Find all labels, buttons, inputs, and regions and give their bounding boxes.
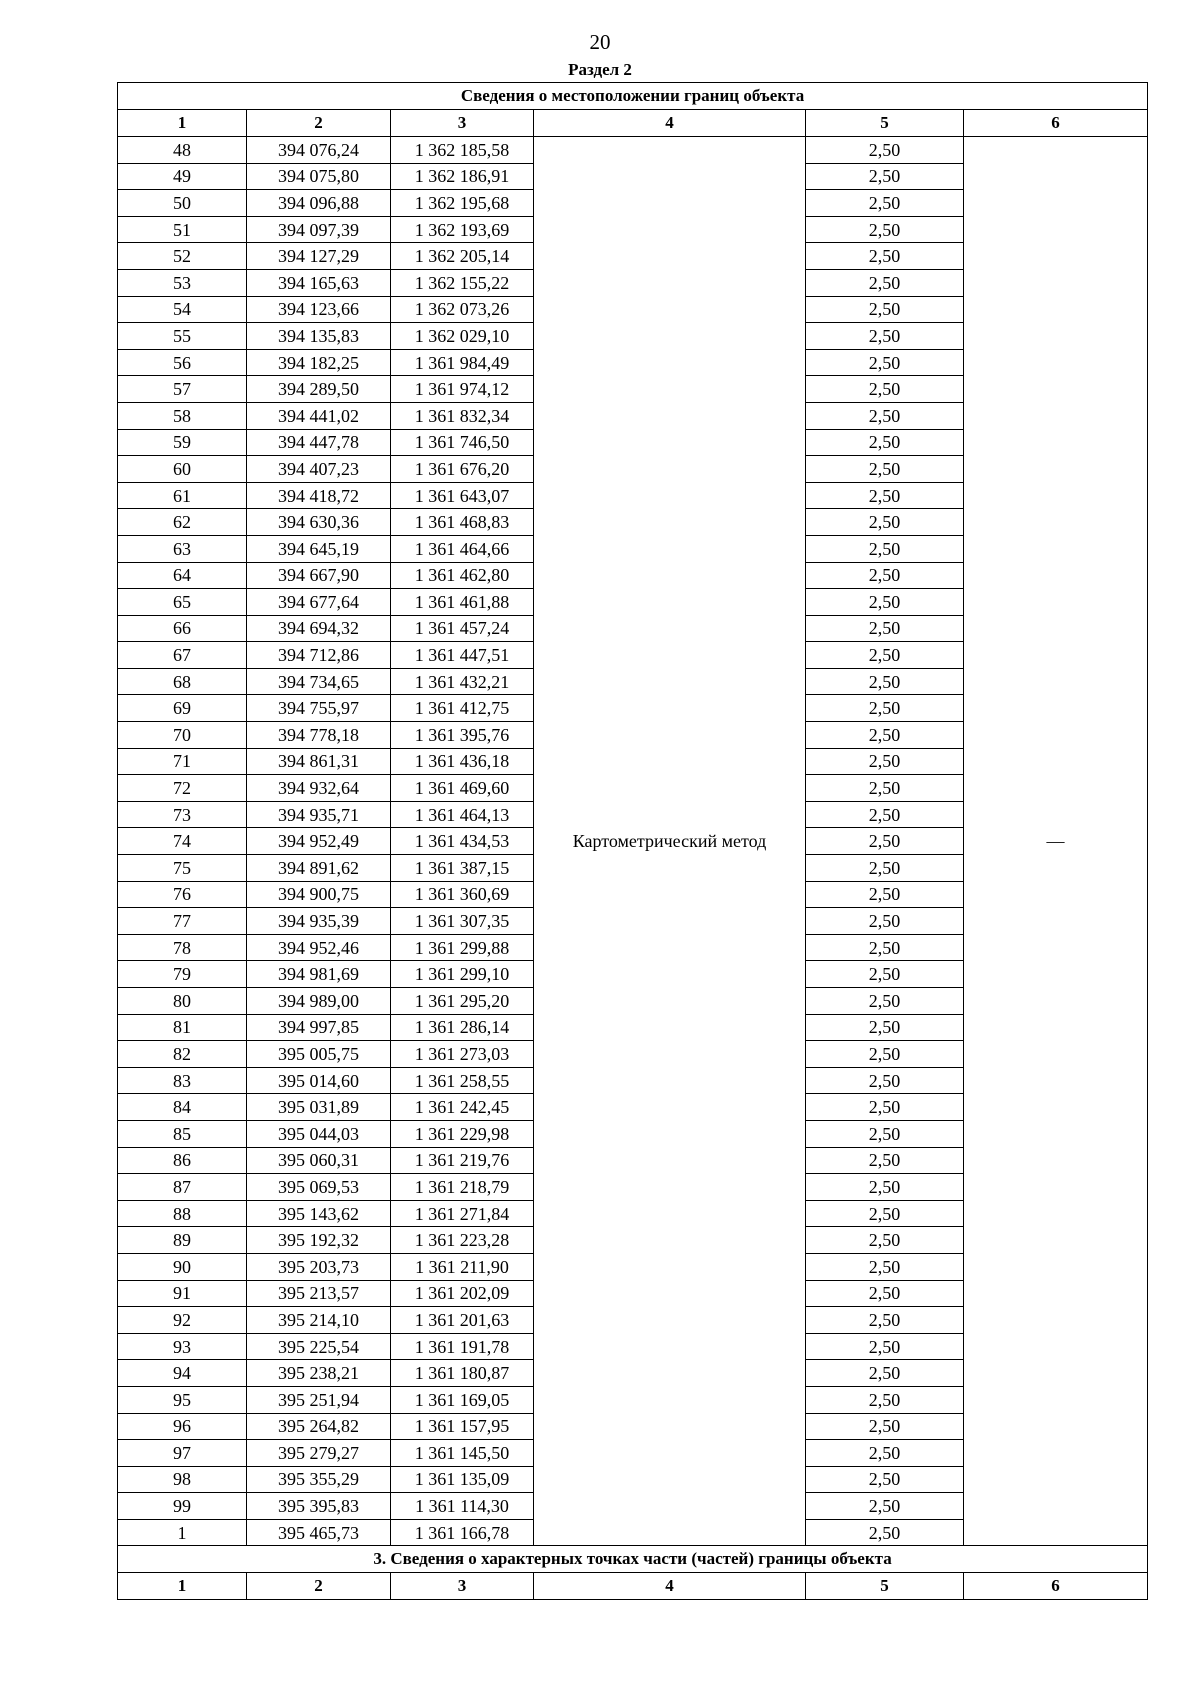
- coordinate-y-cell: 1 361 468,83: [391, 509, 534, 536]
- point-number-cell: 69: [118, 695, 247, 722]
- accuracy-cell: 2,50: [806, 509, 964, 536]
- coordinate-y-cell: 1 361 395,76: [391, 722, 534, 749]
- coordinate-x-cell: 395 005,75: [247, 1041, 391, 1068]
- coordinate-y-cell: 1 361 169,05: [391, 1386, 534, 1413]
- point-number-cell: 97: [118, 1440, 247, 1467]
- coordinate-y-cell: 1 361 201,63: [391, 1307, 534, 1334]
- coordinate-x-cell: 395 214,10: [247, 1307, 391, 1334]
- point-number-cell: 70: [118, 722, 247, 749]
- coordinate-x-cell: 394 182,25: [247, 349, 391, 376]
- accuracy-cell: 2,50: [806, 1413, 964, 1440]
- point-number-cell: 93: [118, 1333, 247, 1360]
- coordinate-y-cell: 1 362 029,10: [391, 323, 534, 350]
- accuracy-cell: 2,50: [806, 1440, 964, 1467]
- point-number-cell: 51: [118, 216, 247, 243]
- point-number-cell: 77: [118, 908, 247, 935]
- point-number-cell: 94: [118, 1360, 247, 1387]
- coordinate-y-cell: 1 361 676,20: [391, 456, 534, 483]
- accuracy-cell: 2,50: [806, 1333, 964, 1360]
- point-number-cell: 61: [118, 482, 247, 509]
- table-title-row: [118, 83, 1148, 110]
- accuracy-cell: 2,50: [806, 482, 964, 509]
- point-number-cell: 71: [118, 748, 247, 775]
- coordinate-x-cell: 394 952,49: [247, 828, 391, 855]
- coordinate-y-cell: 1 361 273,03: [391, 1041, 534, 1068]
- method-cell: Картометрический метод: [534, 137, 806, 1546]
- coordinate-x-cell: 394 935,39: [247, 908, 391, 935]
- accuracy-cell: 2,50: [806, 349, 964, 376]
- accuracy-cell: 2,50: [806, 1014, 964, 1041]
- accuracy-cell: 2,50: [806, 402, 964, 429]
- coordinate-y-cell: 1 361 218,79: [391, 1174, 534, 1201]
- point-number-cell: 62: [118, 509, 247, 536]
- coordinate-y-cell: 1 361 387,15: [391, 855, 534, 882]
- accuracy-cell: 2,50: [806, 722, 964, 749]
- accuracy-cell: 2,50: [806, 1466, 964, 1493]
- accuracy-cell: 2,50: [806, 1280, 964, 1307]
- point-number-cell: 67: [118, 642, 247, 669]
- point-number-cell: 55: [118, 323, 247, 350]
- coordinate-y-cell: 1 361 746,50: [391, 429, 534, 456]
- coordinate-y-cell: 1 361 299,88: [391, 934, 534, 961]
- coordinate-y-cell: 1 361 286,14: [391, 1014, 534, 1041]
- parts-column-header-5: 5: [806, 1573, 964, 1600]
- accuracy-cell: 2,50: [806, 1041, 964, 1068]
- parts-column-header-row: [118, 1573, 1148, 1600]
- coordinate-x-cell: 395 069,53: [247, 1174, 391, 1201]
- coordinate-x-cell: 394 677,64: [247, 589, 391, 616]
- point-number-cell: 74: [118, 828, 247, 855]
- point-number-cell: 59: [118, 429, 247, 456]
- point-number-cell: 63: [118, 535, 247, 562]
- point-number-cell: 73: [118, 801, 247, 828]
- point-number-cell: 99: [118, 1493, 247, 1520]
- point-number-cell: 81: [118, 1014, 247, 1041]
- point-number-cell: 57: [118, 376, 247, 403]
- accuracy-cell: 2,50: [806, 1067, 964, 1094]
- accuracy-cell: 2,50: [806, 1493, 964, 1520]
- point-number-cell: 58: [118, 402, 247, 429]
- coordinate-x-cell: 394 447,78: [247, 429, 391, 456]
- point-number-cell: 83: [118, 1067, 247, 1094]
- coordinate-x-cell: 395 031,89: [247, 1094, 391, 1121]
- point-number-cell: 79: [118, 961, 247, 988]
- accuracy-cell: 2,50: [806, 216, 964, 243]
- column-header-1: 1: [118, 110, 247, 137]
- point-number-cell: 91: [118, 1280, 247, 1307]
- accuracy-cell: 2,50: [806, 562, 964, 589]
- coordinate-x-cell: 394 981,69: [247, 961, 391, 988]
- point-number-cell: 56: [118, 349, 247, 376]
- coordinate-y-cell: 1 361 114,30: [391, 1493, 534, 1520]
- point-number-cell: 84: [118, 1094, 247, 1121]
- coordinate-x-cell: 395 143,62: [247, 1200, 391, 1227]
- coordinate-y-cell: 1 362 195,68: [391, 190, 534, 217]
- coordinate-y-cell: 1 362 073,26: [391, 296, 534, 323]
- accuracy-cell: 2,50: [806, 1253, 964, 1280]
- column-header-3: 3: [391, 110, 534, 137]
- accuracy-cell: 2,50: [806, 1227, 964, 1254]
- coordinate-x-cell: 394 900,75: [247, 881, 391, 908]
- accuracy-cell: 2,50: [806, 243, 964, 270]
- point-number-cell: 89: [118, 1227, 247, 1254]
- point-number-cell: 72: [118, 775, 247, 802]
- point-number-cell: 60: [118, 456, 247, 483]
- coordinate-y-cell: 1 361 258,55: [391, 1067, 534, 1094]
- accuracy-cell: 2,50: [806, 589, 964, 616]
- accuracy-cell: 2,50: [806, 1147, 964, 1174]
- point-number-cell: 80: [118, 988, 247, 1015]
- coordinate-y-cell: 1 362 205,14: [391, 243, 534, 270]
- accuracy-cell: 2,50: [806, 1386, 964, 1413]
- accuracy-cell: 2,50: [806, 908, 964, 935]
- point-number-cell: 66: [118, 615, 247, 642]
- coordinate-y-cell: 1 361 412,75: [391, 695, 534, 722]
- point-number-cell: 48: [118, 137, 247, 164]
- column-header-6: 6: [964, 110, 1148, 137]
- table-title: Сведения о местоположении границ объекта: [118, 83, 1148, 110]
- point-number-cell: 92: [118, 1307, 247, 1334]
- accuracy-cell: 2,50: [806, 1360, 964, 1387]
- table-row: [118, 137, 1148, 164]
- accuracy-cell: 2,50: [806, 748, 964, 775]
- column-header-5: 5: [806, 110, 964, 137]
- point-number-cell: 96: [118, 1413, 247, 1440]
- point-number-cell: 78: [118, 934, 247, 961]
- coordinate-x-cell: 395 251,94: [247, 1386, 391, 1413]
- coordinate-y-cell: 1 361 135,09: [391, 1466, 534, 1493]
- coordinate-x-cell: 395 238,21: [247, 1360, 391, 1387]
- accuracy-cell: 2,50: [806, 163, 964, 190]
- coordinate-x-cell: 394 075,80: [247, 163, 391, 190]
- accuracy-cell: 2,50: [806, 1174, 964, 1201]
- column-header-2: 2: [247, 110, 391, 137]
- accuracy-cell: 2,50: [806, 695, 964, 722]
- point-number-cell: 49: [118, 163, 247, 190]
- column-header-row: [118, 110, 1148, 137]
- coordinate-x-cell: 394 097,39: [247, 216, 391, 243]
- coordinate-x-cell: 394 407,23: [247, 456, 391, 483]
- point-number-cell: 82: [118, 1041, 247, 1068]
- coordinate-y-cell: 1 361 461,88: [391, 589, 534, 616]
- coordinate-x-cell: 394 096,88: [247, 190, 391, 217]
- coordinate-y-cell: 1 361 211,90: [391, 1253, 534, 1280]
- column-header-4: 4: [534, 110, 806, 137]
- point-number-cell: 76: [118, 881, 247, 908]
- point-number-cell: 68: [118, 668, 247, 695]
- point-number-cell: 64: [118, 562, 247, 589]
- accuracy-cell: 2,50: [806, 961, 964, 988]
- coordinate-y-cell: 1 362 155,22: [391, 269, 534, 296]
- coordinate-x-cell: 395 355,29: [247, 1466, 391, 1493]
- point-number-cell: 52: [118, 243, 247, 270]
- coordinate-y-cell: 1 361 984,49: [391, 349, 534, 376]
- accuracy-cell: 2,50: [806, 775, 964, 802]
- coordinate-y-cell: 1 361 462,80: [391, 562, 534, 589]
- coordinate-y-cell: 1 361 832,34: [391, 402, 534, 429]
- coordinate-x-cell: 394 630,36: [247, 509, 391, 536]
- coordinate-x-cell: 395 014,60: [247, 1067, 391, 1094]
- coordinate-y-cell: 1 362 193,69: [391, 216, 534, 243]
- coordinate-x-cell: 394 712,86: [247, 642, 391, 669]
- coordinate-y-cell: 1 361 469,60: [391, 775, 534, 802]
- accuracy-cell: 2,50: [806, 881, 964, 908]
- coordinate-y-cell: 1 361 974,12: [391, 376, 534, 403]
- point-number-cell: 95: [118, 1386, 247, 1413]
- parts-column-header-2: 2: [247, 1573, 391, 1600]
- coordinate-y-cell: 1 361 432,21: [391, 668, 534, 695]
- point-number-cell: 87: [118, 1174, 247, 1201]
- parts-section-title: 3. Сведения о характерных точках части (частей) границы объекта: [118, 1546, 1148, 1573]
- point-number-cell: 88: [118, 1200, 247, 1227]
- coordinate-y-cell: 1 362 185,58: [391, 137, 534, 164]
- accuracy-cell: 2,50: [806, 323, 964, 350]
- coordinate-y-cell: 1 361 166,78: [391, 1519, 534, 1546]
- accuracy-cell: 2,50: [806, 1307, 964, 1334]
- coordinate-x-cell: 394 952,46: [247, 934, 391, 961]
- coordinate-y-cell: 1 361 457,24: [391, 615, 534, 642]
- point-number-cell: 85: [118, 1120, 247, 1147]
- accuracy-cell: 2,50: [806, 269, 964, 296]
- coordinate-y-cell: 1 361 191,78: [391, 1333, 534, 1360]
- point-number-cell: 75: [118, 855, 247, 882]
- accuracy-cell: 2,50: [806, 855, 964, 882]
- coordinate-x-cell: 394 778,18: [247, 722, 391, 749]
- coordinate-x-cell: 394 932,64: [247, 775, 391, 802]
- accuracy-cell: 2,50: [806, 642, 964, 669]
- coordinate-x-cell: 394 694,32: [247, 615, 391, 642]
- coordinate-y-cell: 1 361 643,07: [391, 482, 534, 509]
- point-number-cell: 98: [118, 1466, 247, 1493]
- note-cell: —: [964, 137, 1148, 1546]
- coordinate-x-cell: 395 465,73: [247, 1519, 391, 1546]
- accuracy-cell: 2,50: [806, 1200, 964, 1227]
- coordinate-y-cell: 1 361 145,50: [391, 1440, 534, 1467]
- coordinate-x-cell: 395 395,83: [247, 1493, 391, 1520]
- coordinate-x-cell: 394 935,71: [247, 801, 391, 828]
- point-number-cell: 53: [118, 269, 247, 296]
- coordinate-y-cell: 1 361 271,84: [391, 1200, 534, 1227]
- accuracy-cell: 2,50: [806, 668, 964, 695]
- coordinate-y-cell: 1 361 223,28: [391, 1227, 534, 1254]
- accuracy-cell: 2,50: [806, 456, 964, 483]
- accuracy-cell: 2,50: [806, 137, 964, 164]
- coordinate-x-cell: 394 165,63: [247, 269, 391, 296]
- coordinate-x-cell: 394 127,29: [247, 243, 391, 270]
- coordinate-y-cell: 1 361 447,51: [391, 642, 534, 669]
- point-number-cell: 90: [118, 1253, 247, 1280]
- coordinate-y-cell: 1 361 464,66: [391, 535, 534, 562]
- coordinate-x-cell: 395 264,82: [247, 1413, 391, 1440]
- coordinate-x-cell: 395 279,27: [247, 1440, 391, 1467]
- coordinate-y-cell: 1 361 295,20: [391, 988, 534, 1015]
- accuracy-cell: 2,50: [806, 615, 964, 642]
- coordinate-y-cell: 1 362 186,91: [391, 163, 534, 190]
- coordinate-x-cell: 395 044,03: [247, 1120, 391, 1147]
- coordinate-y-cell: 1 361 434,53: [391, 828, 534, 855]
- coordinate-y-cell: 1 361 242,45: [391, 1094, 534, 1121]
- point-number-cell: 1: [118, 1519, 247, 1546]
- accuracy-cell: 2,50: [806, 429, 964, 456]
- coordinate-y-cell: 1 361 157,95: [391, 1413, 534, 1440]
- accuracy-cell: 2,50: [806, 801, 964, 828]
- coordinate-y-cell: 1 361 219,76: [391, 1147, 534, 1174]
- accuracy-cell: 2,50: [806, 296, 964, 323]
- coordinate-y-cell: 1 361 436,18: [391, 748, 534, 775]
- coordinate-y-cell: 1 361 202,09: [391, 1280, 534, 1307]
- point-number-cell: 86: [118, 1147, 247, 1174]
- coordinate-x-cell: 394 734,65: [247, 668, 391, 695]
- page-number: 20: [589, 30, 611, 54]
- coordinate-x-cell: 395 203,73: [247, 1253, 391, 1280]
- coordinate-x-cell: 394 289,50: [247, 376, 391, 403]
- accuracy-cell: 2,50: [806, 828, 964, 855]
- coordinate-x-cell: 394 441,02: [247, 402, 391, 429]
- coordinate-x-cell: 394 989,00: [247, 988, 391, 1015]
- coordinate-x-cell: 394 667,90: [247, 562, 391, 589]
- parts-column-header-6: 6: [964, 1573, 1148, 1600]
- coordinate-x-cell: 395 225,54: [247, 1333, 391, 1360]
- coordinate-y-cell: 1 361 299,10: [391, 961, 534, 988]
- accuracy-cell: 2,50: [806, 535, 964, 562]
- parts-column-header-4: 4: [534, 1573, 806, 1600]
- coordinate-x-cell: 394 076,24: [247, 137, 391, 164]
- accuracy-cell: 2,50: [806, 1094, 964, 1121]
- coordinate-x-cell: 395 213,57: [247, 1280, 391, 1307]
- section-label: Раздел 2: [568, 60, 632, 79]
- coordinate-y-cell: 1 361 229,98: [391, 1120, 534, 1147]
- coordinate-y-cell: 1 361 360,69: [391, 881, 534, 908]
- accuracy-cell: 2,50: [806, 376, 964, 403]
- coordinate-y-cell: 1 361 307,35: [391, 908, 534, 935]
- parts-section-title-row: [118, 1546, 1148, 1573]
- point-number-cell: 65: [118, 589, 247, 616]
- coordinate-x-cell: 394 861,31: [247, 748, 391, 775]
- coordinate-x-cell: 394 997,85: [247, 1014, 391, 1041]
- coordinate-x-cell: 394 645,19: [247, 535, 391, 562]
- parts-column-header-1: 1: [118, 1573, 247, 1600]
- parts-column-header-3: 3: [391, 1573, 534, 1600]
- accuracy-cell: 2,50: [806, 934, 964, 961]
- accuracy-cell: 2,50: [806, 1120, 964, 1147]
- coordinate-x-cell: 394 755,97: [247, 695, 391, 722]
- coordinate-y-cell: 1 361 180,87: [391, 1360, 534, 1387]
- accuracy-cell: 2,50: [806, 190, 964, 217]
- coordinate-x-cell: 394 891,62: [247, 855, 391, 882]
- boundary-coordinates-table: [117, 82, 1148, 1600]
- point-number-cell: 50: [118, 190, 247, 217]
- coordinate-y-cell: 1 361 464,13: [391, 801, 534, 828]
- coordinate-x-cell: 394 123,66: [247, 296, 391, 323]
- coordinate-x-cell: 395 192,32: [247, 1227, 391, 1254]
- point-number-cell: 54: [118, 296, 247, 323]
- coordinate-x-cell: 395 060,31: [247, 1147, 391, 1174]
- accuracy-cell: 2,50: [806, 1519, 964, 1546]
- coordinate-x-cell: 394 135,83: [247, 323, 391, 350]
- accuracy-cell: 2,50: [806, 988, 964, 1015]
- coordinate-x-cell: 394 418,72: [247, 482, 391, 509]
